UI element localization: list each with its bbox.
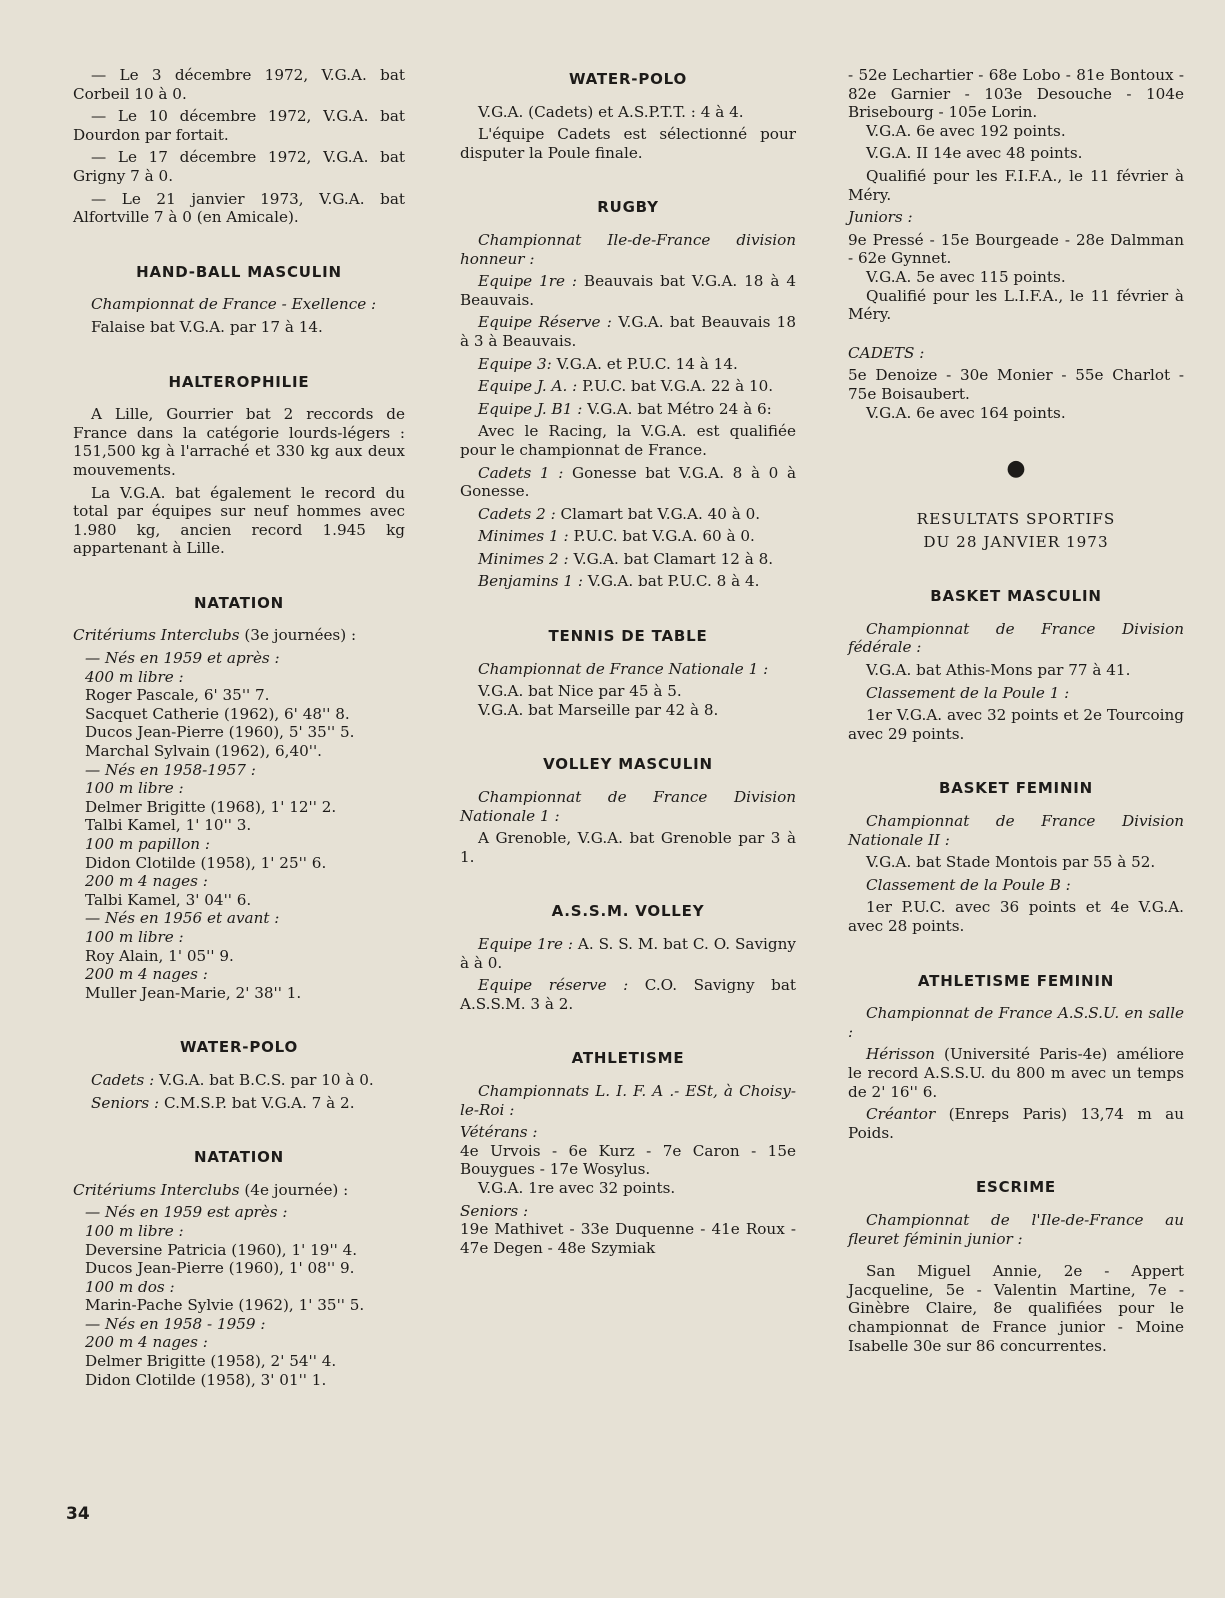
section-heading-water-polo: WATER-POLO — [179, 1038, 299, 1057]
section-heading-water-polo: WATER-POLO — [568, 70, 688, 88]
result-text: P.U.C. bat V.G.A. 60 à 0. — [568, 527, 755, 546]
section-heading-handball: HAND-BALL MASCULIN — [136, 262, 342, 281]
score-line: V.G.A. 1re avec 32 points. — [478, 1178, 676, 1197]
result-line: V.G.A. bat Athis-Mons par 77 à 41. — [866, 661, 1131, 680]
swim-category-line: 200 m 4 nages : — [85, 1333, 208, 1352]
athlete-name: Hérisson — [866, 1045, 935, 1064]
competition-intro — [73, 626, 405, 645]
swim-result-line: Sacquet Catherie (1962), 6' 48'' 8. — [85, 704, 350, 723]
section-heading-basket-masculin: BASKET MASCULIN — [930, 587, 1102, 606]
championship-label: Championnat de France Nationale 1 : — [478, 659, 769, 678]
swim-category-line: 200 m 4 nages : — [85, 965, 208, 984]
swim-category-line: 100 m dos : — [85, 1277, 175, 1296]
rugby-result-line — [460, 572, 796, 591]
bullet-separator: ● — [1006, 456, 1026, 482]
championship-label: Championnat de France - Exellence : — [91, 295, 377, 314]
team-label: Minimes 1 : — [478, 527, 569, 546]
result-line: V.G.A. bat Nice par 45 à 5. — [478, 682, 682, 701]
classement-text: 1er P.U.C. avec 36 points et 4e V.G.A. avec 28 points. — [848, 898, 1184, 935]
category-label: Seniors : — [460, 1201, 529, 1220]
rugby-result-line — [460, 422, 796, 459]
swim-result-line: Ducos Jean-Pierre (1960), 5' 35'' 5. — [85, 723, 355, 742]
score-line: V.G.A. 6e avec 192 points. — [866, 121, 1066, 140]
championship-label: Championnat Ile-de-France division honneur : — [460, 230, 796, 268]
result-line: — Le 17 décembre 1972, V.G.A. bat Grigny 7 à 0. — [73, 148, 405, 185]
competition-name: Critériums Interclubs — [73, 626, 240, 645]
result-text: Beauvais bat V.G.A. 18 à 4 Beauvais. — [460, 272, 797, 309]
competition-round: (3e journées) : — [239, 626, 357, 645]
team-label: Benjamins 1 : — [478, 572, 583, 591]
championship-label: Championnat de France Division Nationale 1 : — [460, 788, 796, 825]
ranking-line: 5e Denoize - 30e Monier - 55e Charlot - 75e Boisaubert. — [848, 366, 1184, 403]
result-text: C.O. Savigny bat A.S.S.M. 3 à 2. — [460, 976, 796, 1013]
rugby-result-line — [460, 272, 796, 309]
result-text: V.G.A. bat P.U.C. 8 à 4. — [582, 572, 760, 591]
column-3 — [848, 66, 1184, 1359]
result-text: Clamart bat V.G.A. 40 à 0. — [555, 504, 761, 523]
result-line — [848, 1105, 1184, 1142]
result-line: A Grenoble, V.G.A. bat Grenoble par 3 à 1. — [460, 829, 796, 866]
swim-category-line: — Nés en 1959 et après : — [85, 649, 280, 668]
team-label: Equipe 1re : — [478, 935, 574, 953]
swim-result-line: Roger Pascale, 6' 35'' 7. — [85, 686, 270, 705]
results-date: DU 28 JANVIER 1973 — [923, 532, 1109, 551]
competition-name: Critériums Interclubs — [73, 1180, 240, 1199]
result-line: V.G.A. bat Stade Montois par 55 à 52. — [866, 853, 1156, 872]
section-heading-rugby: RUGBY — [597, 198, 659, 217]
swim-result-line: Talbi Kamel, 1' 10'' 3. — [85, 816, 252, 835]
result-line: — Le 21 janvier 1973, V.G.A. bat Alfortville 7 à 0 (en Amicale). — [73, 189, 405, 227]
swim-category-line: — Nés en 1956 et avant : — [85, 909, 280, 928]
paragraph: A Lille, Gourrier bat 2 reccords de France dans la catégorie lourds-légers : 151,500 kg à l'arraché et 330 kg aux deux mouvements. — [73, 405, 405, 479]
category-label: Seniors : — [91, 1093, 160, 1112]
result-text: C.M.S.P. bat V.G.A. 7 à 2. — [159, 1093, 355, 1112]
result-text: Gonesse bat V.G.A. 8 à 0 à Gonesse. — [460, 463, 797, 501]
result-text: V.G.A. bat Beauvais 18 à 3 à Beauvais. — [460, 313, 797, 350]
classement-label: Classement de la Poule 1 : — [866, 683, 1070, 702]
team-label: Equipe 1re : — [478, 272, 578, 291]
section-heading-natation: NATATION — [193, 593, 285, 612]
rugby-result-line — [460, 550, 796, 569]
team-label: Equipe 3: — [478, 354, 552, 373]
section-heading-escrime: ESCRIME — [976, 1178, 1056, 1197]
rugby-result-line — [460, 313, 796, 350]
result-line — [460, 976, 796, 1013]
competition-intro — [73, 1181, 405, 1200]
swim-result-line: Ducos Jean-Pierre (1960), 1' 08'' 9. — [85, 1259, 355, 1278]
swim-result-line: Marin-Pache Sylvie (1962), 1' 35'' 5. — [85, 1296, 365, 1315]
result-line — [460, 935, 796, 972]
rugby-result-line — [460, 505, 796, 524]
swim-result-line: Delmer Brigitte (1958), 2' 54'' 4. — [85, 1352, 337, 1371]
column-2 — [460, 66, 796, 1261]
column-1 — [73, 66, 405, 1389]
team-label: Equipe J. B1 : — [478, 399, 583, 418]
result-text: (Université Paris-4e) améliore le record A.S.S.U. du 800 m avec un temps de 2' 16'' 6. — [848, 1045, 1184, 1101]
ranking-line: - 52e Lechartier - 68e Lobo - 81e Bontoux - 82e Garnier - 103e Desouche - 104e Brisebourg - 105e Lorin. — [848, 66, 1184, 122]
section-heading-natation: NATATION — [193, 1148, 285, 1167]
swim-results-list — [73, 649, 405, 1002]
team-label: Equipe Réserve : — [478, 313, 612, 332]
swim-category-line: 200 m 4 nages : — [85, 872, 208, 891]
paragraph: La V.G.A. bat également le record du total par équipes sur neuf hommes avec 1.980 kg, ancien record 1.945 kg appartenant à Lille. — [73, 483, 405, 558]
section-heading-athletisme-feminin: ATHLETISME FEMININ — [917, 971, 1115, 990]
rugby-result-line — [460, 400, 796, 419]
category-label: Juniors : — [848, 208, 913, 227]
result-text: V.G.A. bat B.C.S. par 10 à 0. — [154, 1070, 374, 1089]
score-line: V.G.A. 5e avec 115 points. — [866, 267, 1066, 286]
category-label: Vétérans : — [460, 1123, 538, 1142]
section-heading-halterophilie: HALTEROPHILIE — [168, 372, 310, 391]
qualification-line: Qualifié pour les F.I.F.A., le 11 février à Méry. — [848, 166, 1184, 204]
swim-result-line: Roy Alain, 1' 05'' 9. — [85, 946, 234, 965]
rugby-result-line — [460, 464, 796, 501]
score-line: V.G.A. 6e avec 164 points. — [866, 403, 1066, 422]
rugby-result-line — [460, 377, 796, 396]
swim-result-line: Didon Clotilde (1958), 1' 25'' 6. — [85, 853, 327, 872]
score-line: V.G.A. II 14e avec 48 points. — [866, 144, 1083, 163]
team-label: Equipe J. A. : — [478, 377, 578, 396]
competition-round: (4e journée) : — [239, 1180, 349, 1199]
section-heading-volley-masculin: VOLLEY MASCULIN — [543, 755, 713, 774]
swim-results-list — [73, 1203, 405, 1389]
swim-result-line: Talbi Kamel, 3' 04'' 6. — [85, 890, 252, 909]
swim-result-line: Didon Clotilde (1958), 3' 01'' 1. — [85, 1370, 327, 1389]
swim-category-line: 100 m papillon : — [85, 835, 210, 853]
paragraph: L'équipe Cadets est sélectionné pour disputer la Poule finale. — [460, 125, 796, 162]
swim-category-line: 100 m libre : — [85, 927, 184, 946]
swim-category-line: 100 m libre : — [85, 779, 184, 798]
section-heading-tennis-de-table: TENNIS DE TABLE — [548, 627, 708, 646]
result-line — [73, 1071, 405, 1090]
rugby-results-list — [460, 272, 796, 591]
team-label: Minimes 2 : — [478, 549, 569, 568]
section-heading-basket-feminin: BASKET FEMININ — [938, 779, 1094, 798]
result-text: V.G.A. bat Métro 24 à 6: — [582, 399, 772, 418]
swim-category-line: — Nés en 1959 est après : — [85, 1203, 288, 1222]
results-title: RESULTATS SPORTIFS — [916, 510, 1116, 529]
championship-label: Championnat de l'Ile-de-France au fleuret féminin junior : — [848, 1210, 1184, 1248]
result-line: V.G.A. (Cadets) et A.S.P.T.T. : 4 à 4. — [478, 102, 744, 121]
result-line: — Le 10 décembre 1972, V.G.A. bat Dourdon par fortait. — [73, 107, 405, 144]
result-line: V.G.A. bat Marseille par 42 à 8. — [478, 700, 719, 719]
result-text: V.G.A. et P.U.C. 14 à 14. — [551, 354, 738, 373]
team-label: Cadets 2 : — [478, 504, 556, 523]
category-label: Cadets : — [91, 1070, 155, 1089]
result-text: A. S. S. M. bat C. O. Savigny à à 0. — [460, 935, 796, 972]
result-line: — Le 3 décembre 1972, V.G.A. bat Corbeil 10 à 0. — [73, 66, 405, 103]
result-text: Avec le Racing, la V.G.A. est qualifiée pour le championnat de France. — [460, 422, 796, 459]
team-label: Equipe réserve : — [478, 976, 629, 995]
swim-category-line: 400 m libre : — [85, 667, 184, 686]
result-line: Falaise bat V.G.A. par 17 à 14. — [91, 317, 323, 336]
result-line — [73, 1094, 405, 1113]
ranking-line: 9e Pressé - 15e Bourgeade - 28e Dalmman - 62e Gynnet. — [848, 230, 1184, 268]
qualification-line: Qualifié pour les L.I.F.A., le 11 février à Méry. — [848, 286, 1184, 324]
section-heading-assm-volley: A.S.S.M. VOLLEY — [551, 902, 705, 921]
rugby-result-line — [460, 355, 796, 374]
swim-category-line: — Nés en 1958-1957 : — [85, 760, 256, 779]
swim-result-line: Delmer Brigitte (1968), 1' 12'' 2. — [85, 797, 337, 816]
result-text: (Enreps Paris) 13,74 m au Poids. — [848, 1105, 1184, 1142]
classement-text: 1er V.G.A. avec 32 points et 2e Tourcoing avec 29 points. — [848, 706, 1184, 743]
result-text: P.U.C. bat V.G.A. 22 à 10. — [577, 377, 774, 396]
championship-label: Championnat de France Division Nationale II : — [848, 812, 1184, 849]
team-label: Cadets 1 : — [478, 463, 564, 482]
result-line — [848, 1045, 1184, 1101]
swim-result-line: Marchal Sylvain (1962), 6,40''. — [85, 742, 322, 761]
championship-label: Championnats L. I. F. A .- ESt, à Choisy-le-Roi : — [460, 1081, 796, 1119]
swim-category-line: 100 m libre : — [85, 1221, 184, 1240]
championship-label: Championnat de France A.S.S.U. en salle : — [848, 1004, 1184, 1041]
category-label: CADETS : — [848, 343, 925, 362]
championship-label: Championnat de France Division fédérale : — [848, 619, 1184, 657]
section-heading-athletisme: ATHLETISME — [571, 1049, 685, 1068]
rugby-result-line — [460, 527, 796, 546]
athlete-name: Créantor — [866, 1105, 936, 1124]
classement-label: Classement de la Poule B : — [866, 875, 1071, 894]
page-number: 34 — [66, 1504, 90, 1524]
swim-result-line: Deversine Patricia (1960), 1' 19'' 4. — [85, 1240, 358, 1259]
paragraph: San Miguel Annie, 2e - Appert Jacqueline, 5e - Valentin Martine, 7e - Ginèbre Claire, 8e qualifiées pour le championnat de France junior - Moine Isabelle 30e sur 86 concurrentes. — [848, 1262, 1184, 1355]
ranking-line: 4e Urvois - 6e Kurz - 7e Caron - 15e Bouygues - 17e Wosylus. — [460, 1141, 796, 1179]
swim-result-line: Muller Jean-Marie, 2' 38'' 1. — [85, 983, 302, 1002]
ranking-line: 19e Mathivet - 33e Duquenne - 41e Roux - 47e Degen - 48e Szymiak — [460, 1220, 796, 1257]
swim-category-line: — Nés en 1958 - 1959 : — [85, 1314, 266, 1333]
result-text: V.G.A. bat Clamart 12 à 8. — [568, 549, 774, 568]
